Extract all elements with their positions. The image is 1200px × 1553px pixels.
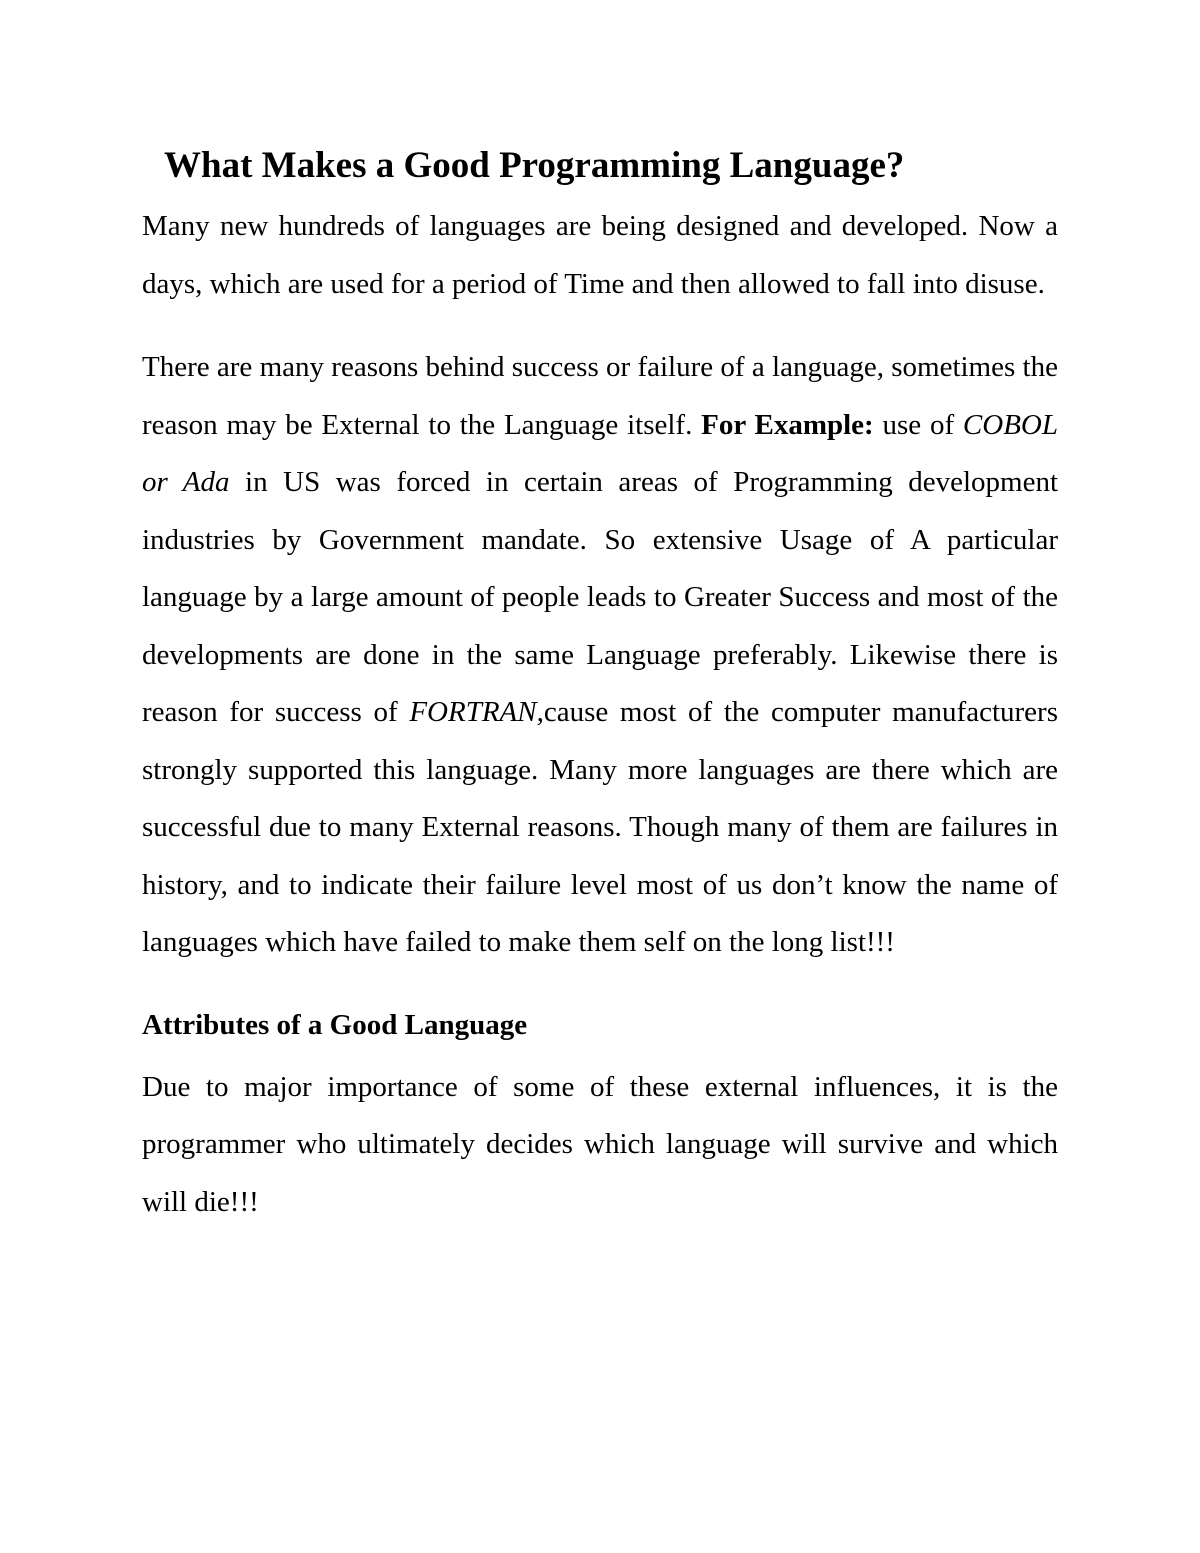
example-label: For Example: (701, 408, 874, 441)
reasons-paragraph (142, 339, 1058, 972)
reasons-text-3: in US was forced in certain areas of Programming development industries by Government mandate. So extensive Usage of A particular language by a large amount of people leads to Greater Success and most of the developments are done in the same Language preferably. Likewise there is reason for success of (142, 466, 1059, 728)
document-title: What Makes a Good Programming Language? (164, 145, 905, 186)
fortran-term: FORTRAN, (409, 696, 544, 728)
section-heading: Attributes of a Good Language (142, 1008, 528, 1041)
document-content (142, 140, 1058, 1231)
intro-paragraph: Many new hundreds of languages are being designed and developed. Now a days, which are used for a period of Time and then allowed to fall into disuse. (142, 210, 1058, 300)
example-languages: COBOL or Ada (142, 408, 1058, 498)
reasons-text-1: There are many reasons behind success or failure of a language, sometimes the reason may be External to the Language itself. (142, 351, 1058, 441)
attributes-paragraph: Due to major importance of some of these external influences, it is the programmer who ultimately decides which language will survive and which will die!!! (142, 1070, 1058, 1218)
reasons-text-2: use of (873, 408, 963, 441)
reasons-text-4: cause most of the computer manufacturers strongly supported this language. Many more languages are there which are successful due to many External reasons. Though many of them are failures in history, and to indicate their failure level most of us don’t know the name of languages which have failed to make them self on the long list!!! (142, 696, 1058, 958)
